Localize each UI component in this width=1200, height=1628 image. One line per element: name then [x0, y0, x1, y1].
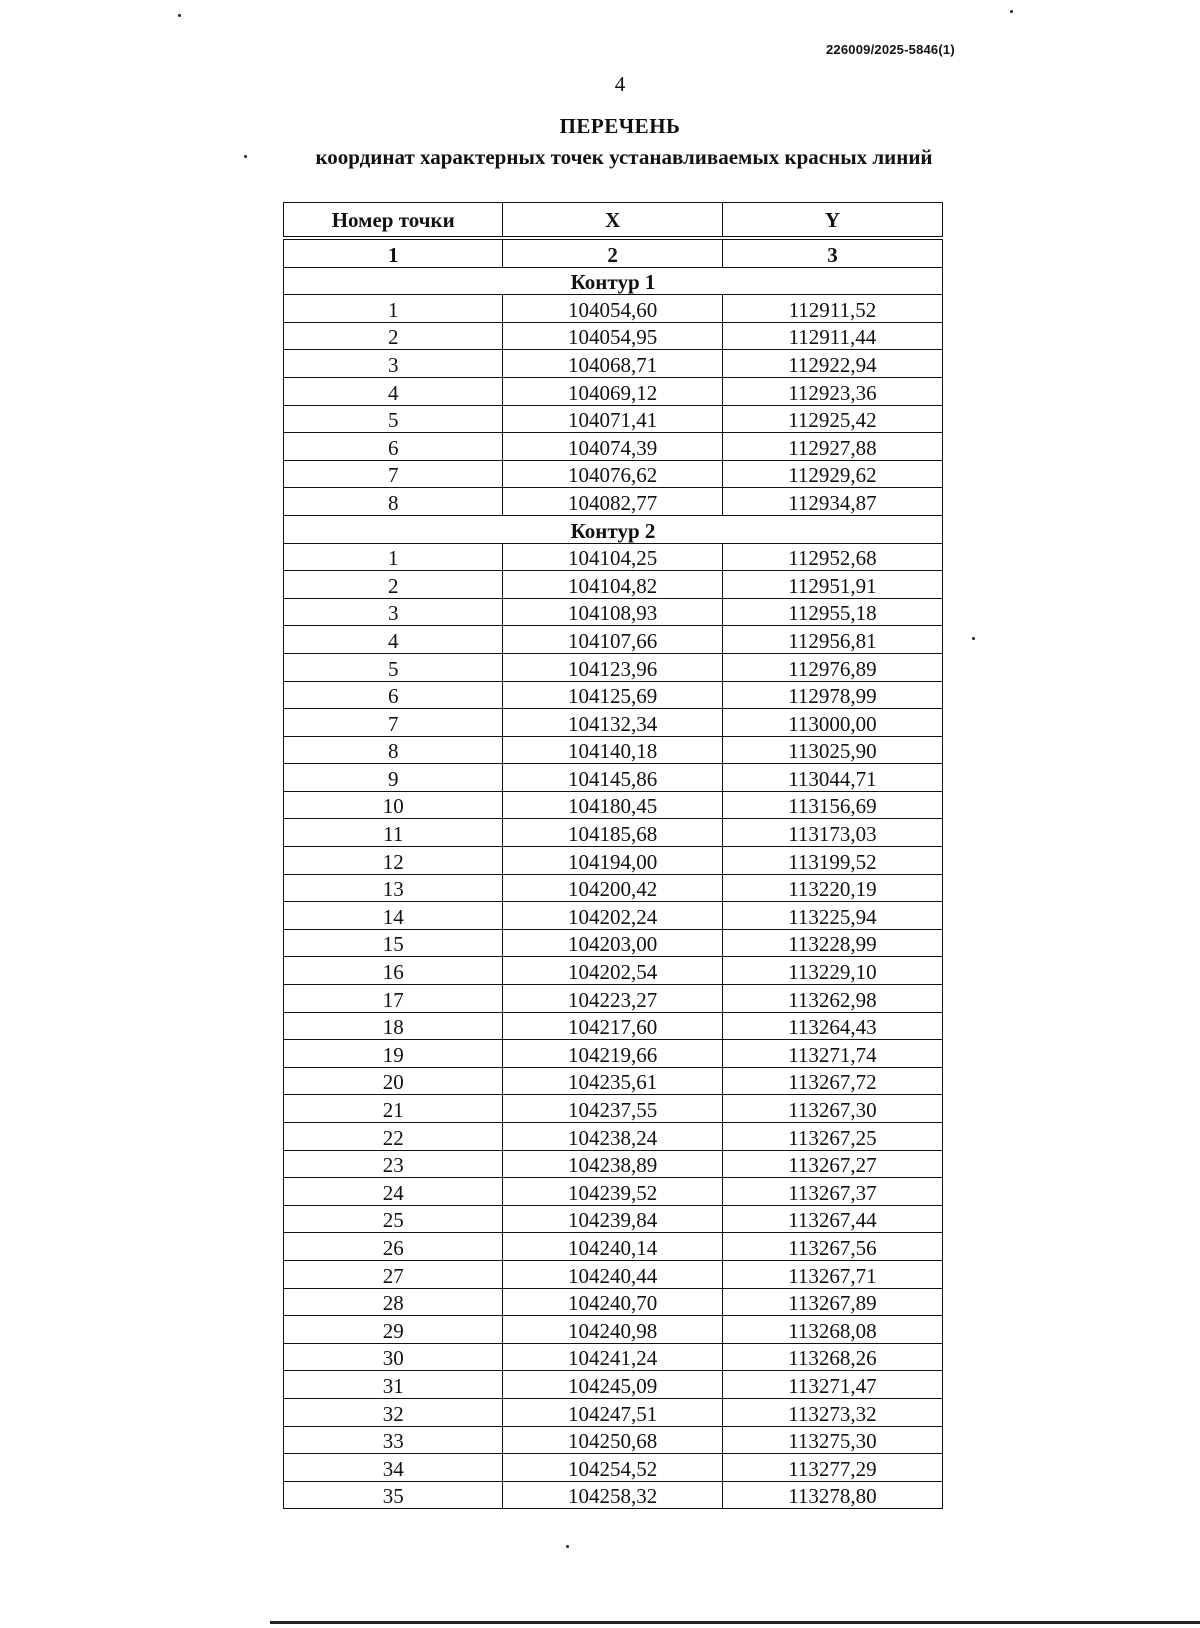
document-title: ПЕРЕЧЕНЬ	[559, 114, 681, 138]
y-cell: 113044,71	[722, 764, 942, 792]
y-cell: 113156,69	[722, 791, 942, 819]
header-x: X	[503, 203, 722, 239]
x-cell: 104238,24	[503, 1123, 722, 1151]
table-row	[284, 764, 943, 792]
column-number: 3	[722, 238, 942, 267]
y-cell: 113268,08	[722, 1316, 942, 1344]
y-cell: 113277,29	[722, 1454, 942, 1482]
x-cell: 104076,62	[503, 460, 722, 488]
table-row	[284, 1454, 943, 1482]
point-number-cell: 28	[284, 1288, 503, 1316]
scan-edge-line	[270, 1621, 1200, 1624]
y-cell: 112929,62	[722, 460, 942, 488]
point-number-cell: 4	[284, 377, 503, 405]
x-cell: 104217,60	[503, 1012, 722, 1040]
table-row	[284, 1343, 943, 1371]
x-cell: 104203,00	[503, 929, 722, 957]
table-row	[284, 350, 943, 378]
point-number-cell: 30	[284, 1343, 503, 1371]
scan-speck	[1010, 10, 1013, 13]
x-cell: 104107,66	[503, 626, 722, 654]
x-cell: 104240,70	[503, 1288, 722, 1316]
table-row	[284, 874, 943, 902]
table-row	[284, 1288, 943, 1316]
x-cell: 104240,14	[503, 1233, 722, 1261]
y-cell: 112951,91	[722, 571, 942, 599]
x-cell: 104240,44	[503, 1260, 722, 1288]
point-number-cell: 11	[284, 819, 503, 847]
point-number-cell: 3	[284, 350, 503, 378]
point-number-cell: 3	[284, 598, 503, 626]
y-cell: 112934,87	[722, 488, 942, 516]
y-cell: 113267,56	[722, 1233, 942, 1261]
column-number: 2	[503, 238, 722, 267]
scan-speck	[566, 1545, 569, 1548]
point-number-cell: 8	[284, 736, 503, 764]
table-row	[284, 709, 943, 737]
point-number-cell: 19	[284, 1040, 503, 1068]
table-row	[284, 929, 943, 957]
point-number-cell: 12	[284, 847, 503, 875]
column-number: 1	[284, 238, 503, 267]
point-number-cell: 5	[284, 653, 503, 681]
point-number-cell: 18	[284, 1012, 503, 1040]
point-number-cell: 27	[284, 1260, 503, 1288]
y-cell: 112922,94	[722, 350, 942, 378]
table-row	[284, 433, 943, 461]
point-number-cell: 6	[284, 433, 503, 461]
header-point-number: Номер точки	[284, 203, 503, 239]
y-cell: 113229,10	[722, 957, 942, 985]
y-cell: 113267,30	[722, 1095, 942, 1123]
table-row	[284, 902, 943, 930]
y-cell: 113173,03	[722, 819, 942, 847]
y-cell: 113275,30	[722, 1426, 942, 1454]
x-cell: 104140,18	[503, 736, 722, 764]
table-row	[284, 405, 943, 433]
point-number-cell: 23	[284, 1150, 503, 1178]
table-row	[284, 1481, 943, 1509]
table-row	[284, 543, 943, 571]
table-row	[284, 1040, 943, 1068]
point-number-cell: 34	[284, 1454, 503, 1482]
x-cell: 104202,54	[503, 957, 722, 985]
y-cell: 113267,37	[722, 1178, 942, 1206]
table-row	[284, 295, 943, 323]
x-cell: 104180,45	[503, 791, 722, 819]
x-cell: 104054,60	[503, 295, 722, 323]
x-cell: 104240,98	[503, 1316, 722, 1344]
table-row	[284, 571, 943, 599]
point-number-cell: 16	[284, 957, 503, 985]
y-cell: 113000,00	[722, 709, 942, 737]
y-cell: 113025,90	[722, 736, 942, 764]
x-cell: 104245,09	[503, 1371, 722, 1399]
point-number-cell: 8	[284, 488, 503, 516]
table-row	[284, 1316, 943, 1344]
point-number-cell: 17	[284, 985, 503, 1013]
point-number-cell: 1	[284, 543, 503, 571]
x-cell: 104247,51	[503, 1398, 722, 1426]
y-cell: 113228,99	[722, 929, 942, 957]
point-number-cell: 9	[284, 764, 503, 792]
point-number-cell: 26	[284, 1233, 503, 1261]
table-row	[284, 460, 943, 488]
contour-heading-row	[284, 515, 943, 543]
table-row	[284, 1371, 943, 1399]
y-cell: 112976,89	[722, 653, 942, 681]
x-cell: 104069,12	[503, 377, 722, 405]
y-cell: 112952,68	[722, 543, 942, 571]
x-cell: 104185,68	[503, 819, 722, 847]
x-cell: 104254,52	[503, 1454, 722, 1482]
x-cell: 104104,82	[503, 571, 722, 599]
y-cell: 112927,88	[722, 433, 942, 461]
x-cell: 104104,25	[503, 543, 722, 571]
y-cell: 112925,42	[722, 405, 942, 433]
y-cell: 113267,89	[722, 1288, 942, 1316]
x-cell: 104237,55	[503, 1095, 722, 1123]
table-row	[284, 681, 943, 709]
contour-heading-row	[284, 267, 943, 295]
table-row	[284, 1178, 943, 1206]
x-cell: 104108,93	[503, 598, 722, 626]
table-row	[284, 377, 943, 405]
y-cell: 113267,27	[722, 1150, 942, 1178]
table-row	[284, 1205, 943, 1233]
point-number-cell: 14	[284, 902, 503, 930]
point-number-cell: 33	[284, 1426, 503, 1454]
y-cell: 112978,99	[722, 681, 942, 709]
table-row	[284, 1123, 943, 1151]
x-cell: 104202,24	[503, 902, 722, 930]
coordinates-table	[283, 202, 943, 1509]
y-cell: 112911,52	[722, 295, 942, 323]
y-cell: 113199,52	[722, 847, 942, 875]
point-number-cell: 6	[284, 681, 503, 709]
x-cell: 104239,84	[503, 1205, 722, 1233]
y-cell: 113271,47	[722, 1371, 942, 1399]
x-cell: 104223,27	[503, 985, 722, 1013]
point-number-cell: 2	[284, 571, 503, 599]
y-cell: 113271,74	[722, 1040, 942, 1068]
point-number-cell: 1	[284, 295, 503, 323]
x-cell: 104071,41	[503, 405, 722, 433]
y-cell: 113267,71	[722, 1260, 942, 1288]
contour-heading: Контур 2	[284, 515, 943, 543]
document-id: 226009/2025-5846(1)	[826, 42, 955, 57]
scan-speck	[178, 14, 181, 17]
table-row	[284, 1398, 943, 1426]
x-cell: 104074,39	[503, 433, 722, 461]
table-row	[284, 1260, 943, 1288]
point-number-cell: 21	[284, 1095, 503, 1123]
x-cell: 104125,69	[503, 681, 722, 709]
point-number-cell: 13	[284, 874, 503, 902]
y-cell: 113267,44	[722, 1205, 942, 1233]
table-row	[284, 1150, 943, 1178]
point-number-cell: 35	[284, 1481, 503, 1509]
table-row	[284, 847, 943, 875]
point-number-cell: 25	[284, 1205, 503, 1233]
x-cell: 104200,42	[503, 874, 722, 902]
table-row	[284, 598, 943, 626]
table-row	[284, 1095, 943, 1123]
point-number-cell: 32	[284, 1398, 503, 1426]
scan-speck	[972, 637, 975, 640]
point-number-cell: 20	[284, 1067, 503, 1095]
x-cell: 104241,24	[503, 1343, 722, 1371]
table-row	[284, 1426, 943, 1454]
y-cell: 112911,44	[722, 322, 942, 350]
table-row	[284, 1233, 943, 1261]
table-row	[284, 791, 943, 819]
x-cell: 104068,71	[503, 350, 722, 378]
x-cell: 104194,00	[503, 847, 722, 875]
header-y: Y	[722, 203, 942, 239]
point-number-cell: 22	[284, 1123, 503, 1151]
x-cell: 104219,66	[503, 1040, 722, 1068]
x-cell: 104123,96	[503, 653, 722, 681]
point-number-cell: 7	[284, 460, 503, 488]
scan-speck	[244, 155, 247, 158]
table-row	[284, 488, 943, 516]
point-number-cell: 29	[284, 1316, 503, 1344]
table-row	[284, 653, 943, 681]
y-cell: 113273,32	[722, 1398, 942, 1426]
contour-heading: Контур 1	[284, 267, 943, 295]
column-number-row	[284, 238, 943, 267]
x-cell: 104239,52	[503, 1178, 722, 1206]
x-cell: 104132,34	[503, 709, 722, 737]
y-cell: 112955,18	[722, 598, 942, 626]
table-row	[284, 957, 943, 985]
page-number: 4	[614, 72, 626, 96]
y-cell: 113278,80	[722, 1481, 942, 1509]
table-row	[284, 322, 943, 350]
x-cell: 104145,86	[503, 764, 722, 792]
table-row	[284, 1067, 943, 1095]
y-cell: 113264,43	[722, 1012, 942, 1040]
point-number-cell: 10	[284, 791, 503, 819]
x-cell: 104054,95	[503, 322, 722, 350]
y-cell: 113220,19	[722, 874, 942, 902]
point-number-cell: 31	[284, 1371, 503, 1399]
y-cell: 112956,81	[722, 626, 942, 654]
document-subtitle: координат характерных точек устанавливаемых красных линий	[315, 145, 933, 169]
table-row	[284, 626, 943, 654]
y-cell: 113268,26	[722, 1343, 942, 1371]
point-number-cell: 5	[284, 405, 503, 433]
coordinates-table-body	[284, 203, 943, 1509]
y-cell: 113225,94	[722, 902, 942, 930]
table-row	[284, 736, 943, 764]
point-number-cell: 15	[284, 929, 503, 957]
y-cell: 113262,98	[722, 985, 942, 1013]
table-header-row	[284, 203, 943, 239]
x-cell: 104250,68	[503, 1426, 722, 1454]
x-cell: 104238,89	[503, 1150, 722, 1178]
point-number-cell: 24	[284, 1178, 503, 1206]
point-number-cell: 4	[284, 626, 503, 654]
table-row	[284, 1012, 943, 1040]
table-row	[284, 819, 943, 847]
table-row	[284, 985, 943, 1013]
point-number-cell: 7	[284, 709, 503, 737]
point-number-cell: 2	[284, 322, 503, 350]
x-cell: 104258,32	[503, 1481, 722, 1509]
y-cell: 113267,25	[722, 1123, 942, 1151]
x-cell: 104235,61	[503, 1067, 722, 1095]
y-cell: 112923,36	[722, 377, 942, 405]
y-cell: 113267,72	[722, 1067, 942, 1095]
x-cell: 104082,77	[503, 488, 722, 516]
